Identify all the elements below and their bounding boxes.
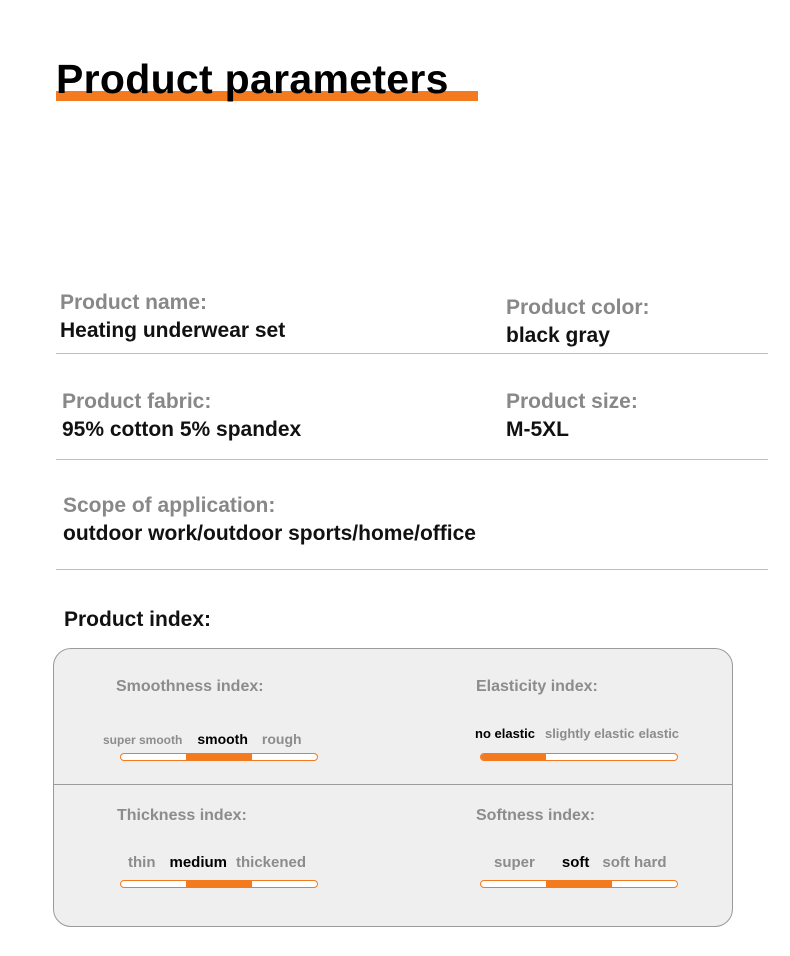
thickness-option: medium [169, 854, 228, 871]
product-fabric-field [62, 388, 301, 444]
product-color-field [506, 294, 650, 350]
softness-scale [494, 854, 667, 871]
smoothness-bar-fill [186, 754, 251, 760]
product-size-value: M-5XL [506, 418, 569, 441]
thickness-option: thin [128, 854, 156, 871]
page-title-group [56, 54, 449, 104]
divider-line [56, 353, 768, 354]
divider-line [56, 459, 768, 460]
thickness-bar-fill [186, 881, 251, 887]
scope-field [63, 492, 476, 548]
smoothness-option: rough [261, 731, 302, 747]
thickness-bar [120, 880, 318, 888]
product-index-panel [53, 648, 733, 927]
elasticity-scale [475, 726, 679, 741]
product-size-label: Product size: [506, 390, 638, 413]
softness-bar [480, 880, 678, 888]
smoothness-option: smooth [197, 731, 248, 747]
product-color-value: black gray [506, 324, 610, 347]
scope-label: Scope of application: [63, 494, 276, 517]
product-size-field [506, 388, 638, 444]
thickness-option: thickened [236, 854, 307, 871]
product-name-value: Heating underwear set [60, 319, 286, 342]
product-fabric-label: Product fabric: [62, 390, 212, 413]
smoothness-title: Smoothness index: [116, 678, 264, 695]
elasticity-title: Elasticity index: [476, 678, 598, 695]
softness-bar-fill [546, 881, 611, 887]
smoothness-scale [103, 731, 302, 747]
softness-option: super [494, 854, 535, 871]
product-fabric-value: 95% cotton 5% spandex [62, 418, 302, 441]
product-name-label: Product name: [60, 291, 208, 314]
softness-option: soft [561, 854, 590, 871]
product-name-field [60, 289, 285, 345]
elasticity-bar-fill [481, 754, 546, 760]
product-index-heading: Product index: [64, 608, 212, 631]
elasticity-bar [480, 753, 678, 761]
elasticity-option: elastic [638, 726, 680, 741]
thickness-scale [128, 854, 306, 871]
elasticity-option: slightly elastic [544, 726, 635, 741]
softness-option: soft hard [602, 854, 667, 871]
product-color-label: Product color: [506, 296, 650, 319]
scope-value: outdoor work/outdoor sports/home/office [63, 522, 476, 545]
index-divider [54, 784, 732, 785]
smoothness-option: super smooth [103, 733, 183, 747]
divider-line [56, 569, 768, 570]
page-title: Product parameters [56, 56, 449, 102]
thickness-title: Thickness index: [117, 807, 247, 824]
smoothness-bar [120, 753, 318, 761]
softness-title: Softness index: [476, 807, 596, 824]
elasticity-option: no elastic [475, 726, 535, 741]
